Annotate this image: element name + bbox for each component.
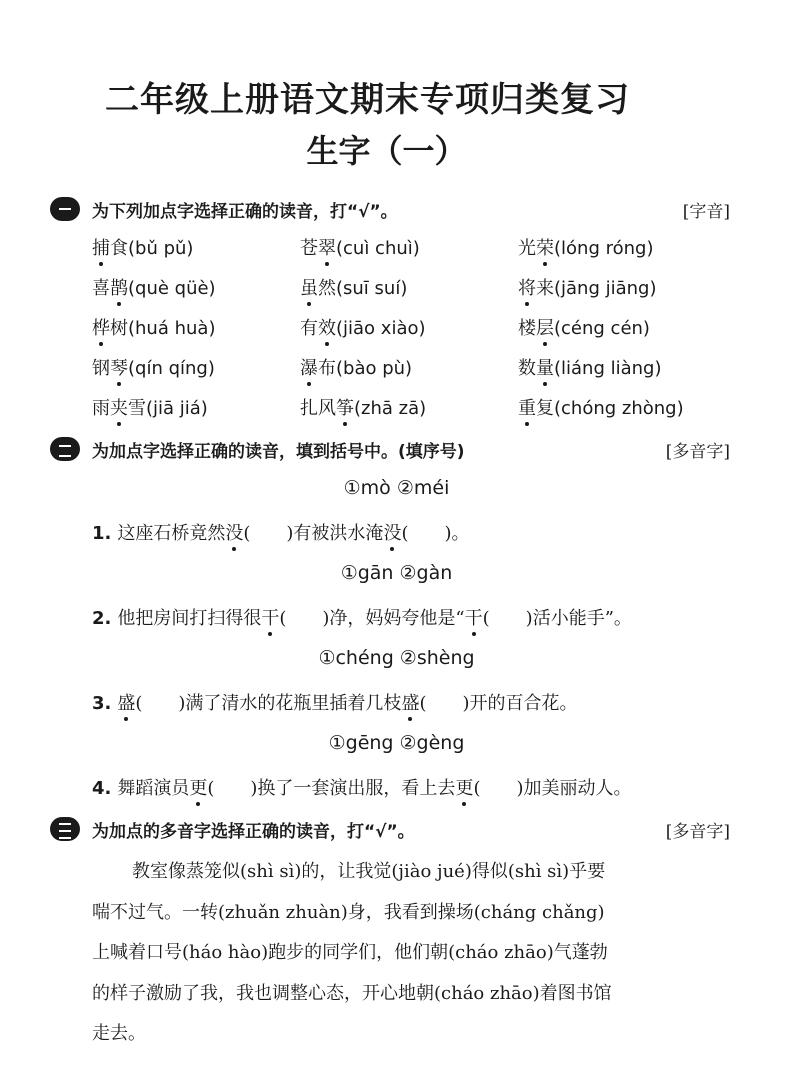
word-item [92,234,193,260]
paragraph-line [92,933,732,974]
pinyin-options: ①chéng ②shèng [318,647,475,669]
word-dotted-char: 鹊 [110,274,128,300]
word-pinyin-options: (bào pù) [336,358,413,379]
word-dotted-char: 效 [318,314,336,340]
section-1-header [50,197,730,225]
word-pre: 有 [300,318,318,339]
word-dotted-char: 捕 [92,234,110,260]
section-number-two-icon [50,437,80,461]
word-item [300,234,420,260]
word-pre: 喜 [92,278,110,299]
word-pinyin-options: (jāng jiāng) [554,278,657,299]
page-title: 二年级上册语文期末专项归类复习 [105,80,630,120]
word-item [518,314,650,340]
word-item [300,314,426,340]
fill-sentence [92,689,578,715]
word-post: 复 [536,398,554,419]
paragraph-text: 上喊着口号(háo hào)跑步的同学们，他们朝(cháo zhāo)气蓬勃 [92,942,608,963]
word-item [518,394,684,420]
section-2-header [50,437,730,465]
word-post: 来 [536,278,554,299]
word-pinyin-options: (céng cén) [554,318,650,339]
word-pinyin-options: (qín qíng) [128,358,215,379]
fill-sentence [92,774,632,800]
dotted-char: 干 [465,604,483,630]
section-1-title: 为下列加点字选择正确的读音，打“√”。 [92,202,398,222]
paragraph-text: 教室像蒸笼似(shì sì)的，让我觉(jiào jué)得似(shì sì)乎要 [132,861,606,882]
sentence-text: 这座石桥竟然 [117,523,226,544]
word-post: 食 [110,238,128,259]
word-pinyin-options: (jiā jiá) [146,398,208,419]
word-pinyin-options: (bǔ pǔ) [128,238,194,259]
section-2-title: 为加点字选择正确的读音，填到括号中。(填序号) [92,442,465,462]
item-number: 2. [92,608,112,629]
dotted-char: 干 [261,604,279,630]
sentence-text: )开的百合花。 [462,693,578,714]
section-3-paragraph [92,852,732,1055]
word-pinyin-options: (liáng liàng) [554,358,662,379]
paragraph-line [92,974,732,1015]
word-pre: 楼 [518,318,536,339]
word-item [92,354,215,380]
section-number-three-icon [50,817,80,841]
word-pinyin-options: (cuì chuì) [336,238,420,259]
sentence-text: ( [482,608,490,629]
sentence-text: ( [207,778,215,799]
word-dotted-char: 将 [518,274,536,300]
word-post: 雪 [128,398,146,419]
sentence-text: 舞蹈演员 [117,778,190,799]
dotted-char: 盛 [117,689,135,715]
item-number: 1. [92,523,112,544]
word-pre: 扎风 [300,398,336,419]
section-3-header [50,817,730,845]
sentence-text: )活小能手”。 [525,608,632,629]
word-item [518,274,657,300]
word-dotted-char: 瀑 [300,354,318,380]
section-3-tag: [多音字] [665,822,730,842]
pinyin-options: ①gēng ②gèng [328,732,465,754]
word-pre: 雨 [92,398,110,419]
word-dotted-char: 量 [536,354,554,380]
sentence-text: )有被洪水淹 [286,523,384,544]
paragraph-line [92,893,732,934]
dotted-char: 更 [189,774,207,800]
sentence-text: ( [419,693,427,714]
item-number: 4. [92,778,112,799]
word-post: 然 [318,278,336,299]
word-item [300,354,412,380]
sentence-text: )换了一套演出服，看上去 [250,778,456,799]
sentence-text: )加美丽动人。 [516,778,632,799]
section-2-tag: [多音字] [665,442,730,462]
word-item [300,394,426,420]
word-item [92,394,208,420]
fill-sentence [92,519,470,545]
word-pinyin-options: (zhā zā) [354,398,427,419]
word-pinyin-options: (jiāo xiào) [336,318,426,339]
item-number: 3. [92,693,112,714]
section-1-tag: [字音] [682,202,730,222]
dotted-char: 更 [455,774,473,800]
word-pinyin-options: (huá huà) [128,318,216,339]
sentence-text: )。 [444,523,470,544]
word-item [518,234,653,260]
sentence-text: ( [401,523,409,544]
section-number-one-icon [50,197,80,221]
dotted-char: 没 [225,519,243,545]
word-item [518,354,662,380]
sentence-text: ( [135,693,143,714]
pinyin-options: ①mò ②méi [343,477,450,499]
word-dotted-char: 琴 [110,354,128,380]
word-pinyin-options: (lóng róng) [554,238,654,259]
word-dotted-char: 层 [536,314,554,340]
word-post: 树 [110,318,128,339]
paragraph-text: 喘不过气。一转(zhuǎn zhuàn)身，我看到操场(cháng chǎng) [92,901,605,923]
paragraph-text: 走去。 [92,1023,146,1044]
word-dotted-char: 桦 [92,314,110,340]
page-subtitle: 生字（一） [306,132,467,170]
paragraph-line [92,852,732,893]
word-pre: 钢 [92,358,110,379]
word-pinyin-options: (suī suí) [336,278,408,299]
sentence-text: ( [473,778,481,799]
word-item [300,274,407,300]
sentence-text: )满了清水的花瓶里插着几枝 [178,693,402,714]
sentence-text: )净，妈妈夸他是“ [322,608,465,629]
word-dotted-char: 虽 [300,274,318,300]
sentence-text: 他把房间打扫得很 [117,608,262,629]
word-pinyin-options: (chóng zhòng) [554,398,684,419]
paragraph-text: 的样子激励了我，我也调整心态，开心地朝(cháo zhāo)着图书馆 [92,982,612,1004]
dotted-char: 没 [383,519,401,545]
sentence-text: ( [243,523,251,544]
word-item [92,314,215,340]
sentence-text: ( [279,608,287,629]
word-pre: 数 [518,358,536,379]
word-dotted-char: 筝 [336,394,354,420]
fill-sentence [92,604,632,630]
word-dotted-char: 荣 [536,234,554,260]
pinyin-options: ①gān ②gàn [340,562,453,584]
paragraph-line [92,1014,732,1055]
word-pre: 光 [518,238,536,259]
dotted-char: 盛 [401,689,419,715]
word-pre: 苍 [300,238,318,259]
word-dotted-char: 夹 [110,394,128,420]
word-dotted-char: 重 [518,394,536,420]
word-post: 布 [318,358,336,379]
word-pinyin-options: (què qüè) [128,278,216,299]
word-dotted-char: 翠 [318,234,336,260]
word-item [92,274,216,300]
section-3-title: 为加点的多音字选择正确的读音，打“√”。 [92,822,415,842]
